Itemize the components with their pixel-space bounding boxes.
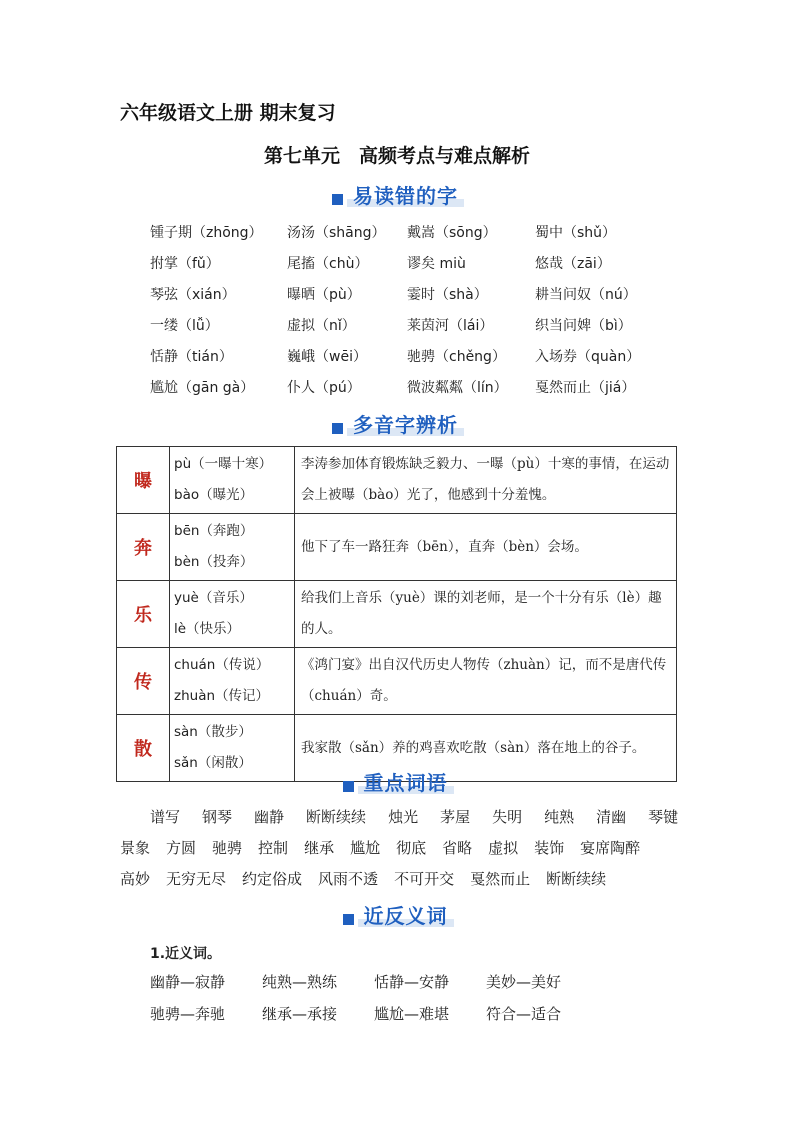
key-word: 彻底 [396, 839, 427, 857]
section-heading-key-words [0, 767, 794, 796]
key-word: 纯熟 [544, 808, 575, 826]
misread-item: 谬矣 miù [407, 255, 466, 272]
misread-item: 巍峨（wēi） [287, 348, 367, 365]
misread-item: 琴弦（xián） [150, 286, 236, 303]
misread-item: 尾搐（chù） [287, 255, 369, 272]
square-bullet-icon [343, 914, 354, 925]
synonyms-label: 1.近义词。 [150, 946, 222, 962]
misread-item: 一缕（lǚ） [150, 317, 219, 334]
reading-line: pù（一曝十寒） [174, 456, 273, 472]
polyphonic-row [117, 581, 677, 648]
misread-item: 拊掌（fǔ） [150, 255, 220, 272]
key-word: 断断续续 [306, 808, 367, 826]
synonym-pair: 幽静—寂静 [150, 973, 226, 991]
example-sentence: 李涛参加体育锻炼缺乏毅力、一曝（pù）十寒的事情，在运动会上被曝（bào）光了，他感到十分羞愧。 [295, 447, 677, 514]
synonym-row [150, 971, 598, 992]
polyphonic-readings [170, 514, 295, 581]
key-word: 烛光 [388, 808, 419, 826]
key-word: 宴席陶醉 [580, 839, 641, 857]
reading-line: sàn（散步） [174, 724, 252, 740]
reading-line: chuán（传说） [174, 657, 270, 673]
misread-row [150, 371, 665, 402]
key-word: 驰骋 [212, 839, 243, 857]
polyphonic-readings [170, 648, 295, 715]
misread-item: 微波粼粼（lín） [407, 379, 508, 396]
key-words-row [120, 837, 656, 858]
section-heading-misread [0, 180, 794, 209]
synonym-pair: 恬静—安静 [374, 973, 450, 991]
misread-item: 虚拟（nǐ） [287, 317, 356, 334]
polyphonic-readings [170, 581, 295, 648]
misread-item: 蜀中（shǔ） [535, 224, 617, 241]
reading-line: bào（曝光） [174, 487, 254, 503]
key-word: 高妙 [120, 870, 151, 888]
document-title: 六年级语文上册 期末复习 [120, 102, 336, 124]
synonym-pair: 尴尬—难堪 [374, 1005, 450, 1023]
section-heading-polyphonic [0, 409, 794, 438]
misread-item: 耕当问奴（nú） [535, 286, 637, 303]
key-word: 无穷无尽 [166, 870, 227, 888]
key-word: 虚拟 [488, 839, 519, 857]
square-bullet-icon [332, 423, 343, 434]
synonym-row [150, 1003, 598, 1024]
key-words-row [150, 806, 700, 827]
misread-item: 莱茵河（lái） [407, 317, 494, 334]
reading-line: sǎn（闲散） [174, 755, 252, 771]
key-word: 清幽 [596, 808, 627, 826]
synonym-pair: 美妙—美好 [486, 973, 562, 991]
key-word: 戛然而止 [470, 870, 531, 888]
misread-item: 尴尬（gān gà） [150, 379, 255, 396]
key-word: 继承 [304, 839, 335, 857]
example-sentence: 我家散（sǎn）养的鸡喜欢吃散（sàn）落在地上的谷子。 [295, 715, 677, 782]
key-word: 装饰 [534, 839, 565, 857]
key-word: 钢琴 [202, 808, 233, 826]
misread-item: 织当问婢（bì） [535, 317, 632, 334]
reading-line: lè（快乐） [174, 621, 241, 637]
misread-item: 汤汤（shāng） [287, 224, 386, 241]
synonym-pair: 符合—适合 [486, 1005, 562, 1023]
reading-line: yuè（音乐） [174, 590, 253, 606]
key-word: 谱写 [150, 808, 181, 826]
key-word: 方圆 [166, 839, 197, 857]
key-word: 约定俗成 [242, 870, 303, 888]
misread-item: 悠哉（zāi） [535, 255, 611, 272]
misread-item: 戛然而止（jiá） [535, 379, 636, 396]
polyphonic-char: 曝 [117, 447, 170, 514]
section-title: 近反义词 [360, 900, 452, 929]
misread-item: 戴嵩（sōng） [407, 224, 497, 241]
key-word: 尴尬 [350, 839, 381, 857]
key-word: 景象 [120, 839, 151, 857]
misread-item: 驰骋（chěng） [407, 348, 506, 365]
key-word: 失明 [492, 808, 523, 826]
misread-row [150, 278, 665, 309]
example-sentence: 他下了车一路狂奔（bēn），直奔（bèn）会场。 [295, 514, 677, 581]
misread-row [150, 216, 665, 247]
misread-item: 入场券（quàn） [535, 348, 641, 365]
misread-item: 曝晒（pù） [287, 286, 361, 303]
polyphonic-char: 乐 [117, 581, 170, 648]
example-sentence: 《鸿门宴》出自汉代历史人物传（zhuàn）记，而不是唐代传（chuán）奇。 [295, 648, 677, 715]
square-bullet-icon [343, 781, 354, 792]
section-title: 重点词语 [360, 767, 452, 796]
key-word: 断断续续 [546, 870, 607, 888]
polyphonic-char: 奔 [117, 514, 170, 581]
section-title: 多音字辨析 [349, 409, 462, 438]
section-heading-syn-ant [0, 900, 794, 929]
synonym-pair: 继承—承接 [262, 1005, 338, 1023]
polyphonic-char: 传 [117, 648, 170, 715]
misread-row [150, 340, 665, 371]
reading-line: zhuàn（传记） [174, 688, 270, 704]
misread-chars-grid [150, 216, 665, 402]
synonym-pair: 纯熟—熟练 [262, 973, 338, 991]
polyphonic-readings [170, 447, 295, 514]
misread-item: 仆人（pú） [287, 379, 361, 396]
square-bullet-icon [332, 194, 343, 205]
reading-line: bēn（奔跑） [174, 523, 254, 539]
example-sentence: 给我们上音乐（yuè）课的刘老师，是一个十分有乐（lè）趣的人。 [295, 581, 677, 648]
misread-row [150, 309, 665, 340]
misread-item: 锺子期（zhōng） [150, 224, 263, 241]
key-word: 茅屋 [440, 808, 471, 826]
polyphonic-row [117, 447, 677, 514]
key-word: 省略 [442, 839, 473, 857]
misread-item: 霎时（shà） [407, 286, 488, 303]
reading-line: bèn（投奔） [174, 554, 254, 570]
unit-title: 第七单元 高频考点与难点解析 [263, 145, 530, 167]
polyphonic-char: 散 [117, 715, 170, 782]
key-words-row [120, 868, 622, 889]
misread-item: 恬静（tián） [150, 348, 233, 365]
polyphonic-row [117, 514, 677, 581]
section-title: 易读错的字 [349, 180, 462, 209]
polyphonic-row [117, 648, 677, 715]
key-word: 幽静 [254, 808, 285, 826]
key-word: 风雨不透 [318, 870, 379, 888]
key-word: 控制 [258, 839, 289, 857]
key-word: 琴键 [648, 808, 679, 826]
key-word: 不可开交 [394, 870, 455, 888]
polyphonic-table [116, 446, 677, 782]
misread-row [150, 247, 665, 278]
synonym-pair: 驰骋—奔驰 [150, 1005, 226, 1023]
